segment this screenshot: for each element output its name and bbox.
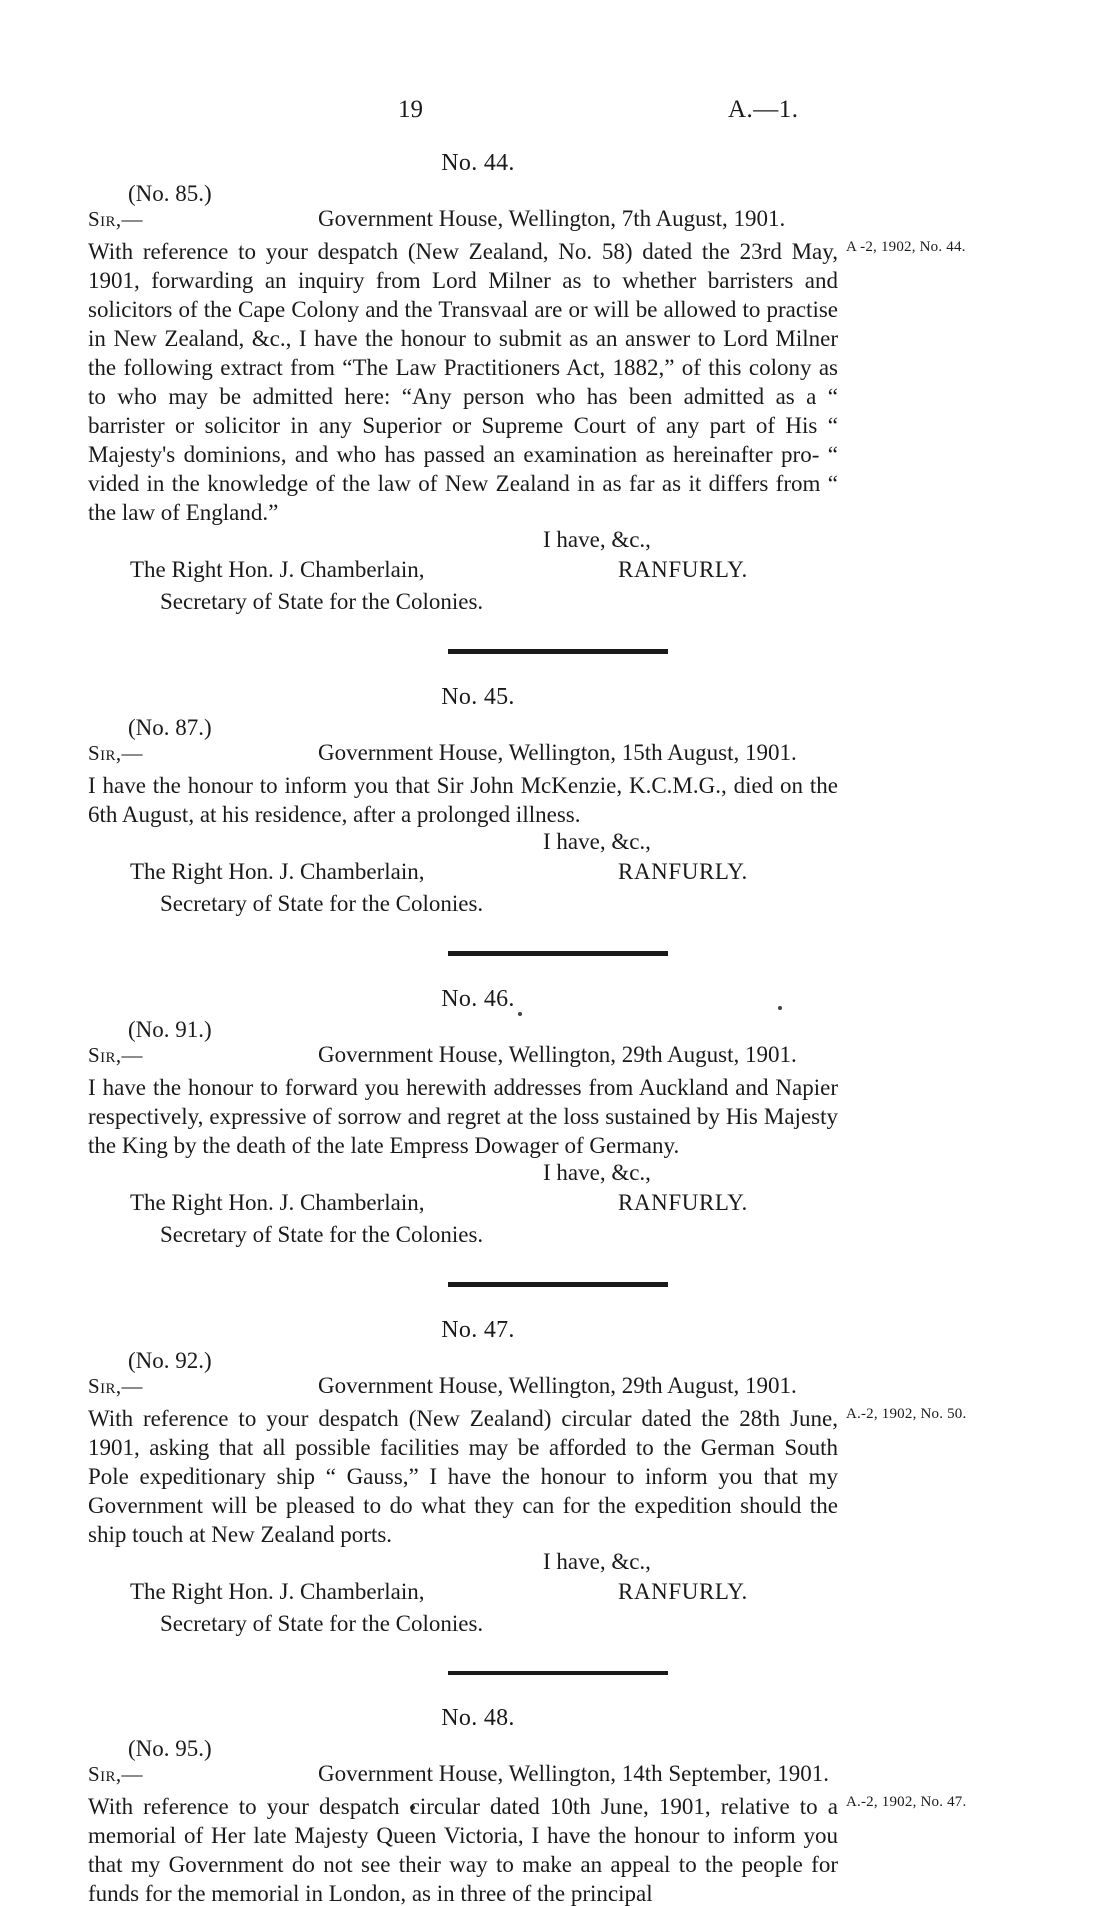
section-title: No. 44. <box>441 150 515 176</box>
ink-dot-mid <box>518 1012 522 1016</box>
signer-name: RANFURLY. <box>618 557 748 582</box>
body-text: With reference to your despatch circular dated 10th June, 1901, relative to a memorial of Her late Majesty Queen Victoria, I have the honour to inform you that my Government do not see their way to make an appeal to the people for funds for the memorial in London, as in three of the principal <box>88 1794 838 1906</box>
salutation: Sir,— <box>88 207 143 231</box>
section-title: No. 46. <box>441 986 515 1012</box>
salutation: Sir,— <box>88 1374 143 1398</box>
margin-note: A -2, 1902, No. 44. <box>846 239 966 255</box>
signature-row <box>88 1579 1028 1611</box>
signer-name: RANFURLY. <box>618 1190 748 1215</box>
closing-text: I have, &c., <box>543 1549 651 1574</box>
salutation: Sir,— <box>88 741 143 765</box>
body-text-wrapper <box>88 237 966 527</box>
signer-name: RANFURLY. <box>618 1579 748 1604</box>
addressee-line1: The Right Hon. J. Chamberlain, <box>130 1579 425 1604</box>
body-text-wrapper <box>88 1073 838 1160</box>
section-divider <box>448 1671 668 1675</box>
signature-row <box>88 859 1028 891</box>
page-content <box>88 96 1028 1906</box>
addressee-line1: The Right Hon. J. Chamberlain, <box>130 1190 425 1215</box>
place-and-date: Government House, Wellington, 29th August, 1901. <box>318 1373 797 1398</box>
margin-note: A.-2, 1902, No. 50. <box>846 1406 967 1422</box>
closing-row <box>88 527 1028 557</box>
section-divider <box>448 1282 668 1287</box>
body-text: I have the honour to inform you that Sir John McKenzie, K.C.M.G., died on the 6th August, at his residence, after a prolonged illness. <box>88 773 838 827</box>
despatch-section <box>88 1317 1028 1675</box>
signature-row <box>88 1190 1028 1222</box>
closing-text: I have, &c., <box>543 829 651 854</box>
addressee-line1: The Right Hon. J. Chamberlain, <box>130 859 425 884</box>
despatch-section <box>88 150 1028 654</box>
despatch-number: (No. 85.) <box>128 181 212 206</box>
place-and-date: Government House, Wellington, 15th August, 1901. <box>318 740 797 765</box>
section-title: No. 45. <box>441 684 515 710</box>
despatch-number: (No. 91.) <box>128 1017 212 1042</box>
body-text-wrapper <box>88 771 838 829</box>
body-text: I have the honour to forward you herewith addresses from Auckland and Napier respectively, expressive of sorrow and regret at the loss sustained by His Majesty the King by the death of the late Empress Dowager of Germany. <box>88 1075 838 1158</box>
place-and-date: Government House, Wellington, 7th August, 1901. <box>318 206 786 231</box>
addressee-line2: Secretary of State for the Colonies. <box>160 891 484 916</box>
closing-row <box>88 1549 1028 1579</box>
salutation-row <box>88 1762 1028 1792</box>
despatch-section <box>88 684 1028 956</box>
page-code: A.—1. <box>728 96 799 123</box>
addressee-line2: Secretary of State for the Colonies. <box>160 1611 484 1636</box>
salutation-row <box>88 207 1028 237</box>
signature-row <box>88 557 1028 589</box>
salutation: Sir,— <box>88 1043 143 1067</box>
section-title: No. 47. <box>441 1317 515 1343</box>
closing-row <box>88 1160 1028 1190</box>
body-text-wrapper <box>88 1792 967 1906</box>
addressee-line2: Secretary of State for the Colonies. <box>160 589 484 614</box>
salutation-row <box>88 1374 1028 1404</box>
salutation-row <box>88 1043 1028 1073</box>
despatch-number: (No. 87.) <box>128 715 212 740</box>
ink-dot-mid <box>778 1006 782 1010</box>
section-title: No. 48. <box>441 1705 515 1731</box>
page-number: 19 <box>398 96 423 123</box>
section-divider <box>448 951 668 956</box>
despatch-number: (No. 95.) <box>128 1736 212 1761</box>
despatch-section <box>88 986 1028 1287</box>
place-and-date: Government House, Wellington, 14th September, 1901. <box>318 1761 830 1786</box>
closing-text: I have, &c., <box>543 1160 651 1185</box>
page-header <box>88 96 1028 130</box>
despatch-number: (No. 92.) <box>128 1348 212 1373</box>
place-and-date: Government House, Wellington, 29th August, 1901. <box>318 1042 797 1067</box>
body-text: With reference to your despatch (New Zealand) circular dated the 28th June, 1901, asking that all possible facilities may be afforded to the German South Pole expeditionary ship “ Gauss,” I have the honour to inform you that my Government will be pleased to do what they can for the expedition should the ship touch at New Zealand ports. <box>88 1406 838 1547</box>
margin-note: A.-2, 1902, No. 47. <box>846 1794 967 1810</box>
body-text: With reference to your despatch (New Zealand, No. 58) dated the 23rd May, 1901, forwarding an inquiry from Lord Milner as to whether barristers and solicitors of the Cape Colony and the Transvaal are or will be allowed to practise in New Zealand, &c., I have the honour to submit as an answer to Lord Milner the following extract from “The Law Practitioners Act, 1882,” of this colony as to who may be admitted here: “Any person who has been admitted as a “ barrister or solicitor in any Superior or Supreme Court of any part of His “ Majesty's dominions, and who has passed an examination as hereinafter pro- “ vided in the knowledge of the law of New Zealand in as far as it differs from “ the law of England.” <box>88 239 838 525</box>
salutation-row <box>88 741 1028 771</box>
section-divider <box>448 649 668 654</box>
closing-row <box>88 829 1028 859</box>
signer-name: RANFURLY. <box>618 859 748 884</box>
closing-text: I have, &c., <box>543 527 651 552</box>
addressee-line2: Secretary of State for the Colonies. <box>160 1222 484 1247</box>
despatch-section <box>88 1705 1028 1906</box>
addressee-line1: The Right Hon. J. Chamberlain, <box>130 557 425 582</box>
body-text-wrapper <box>88 1404 967 1549</box>
salutation: Sir,— <box>88 1762 143 1786</box>
